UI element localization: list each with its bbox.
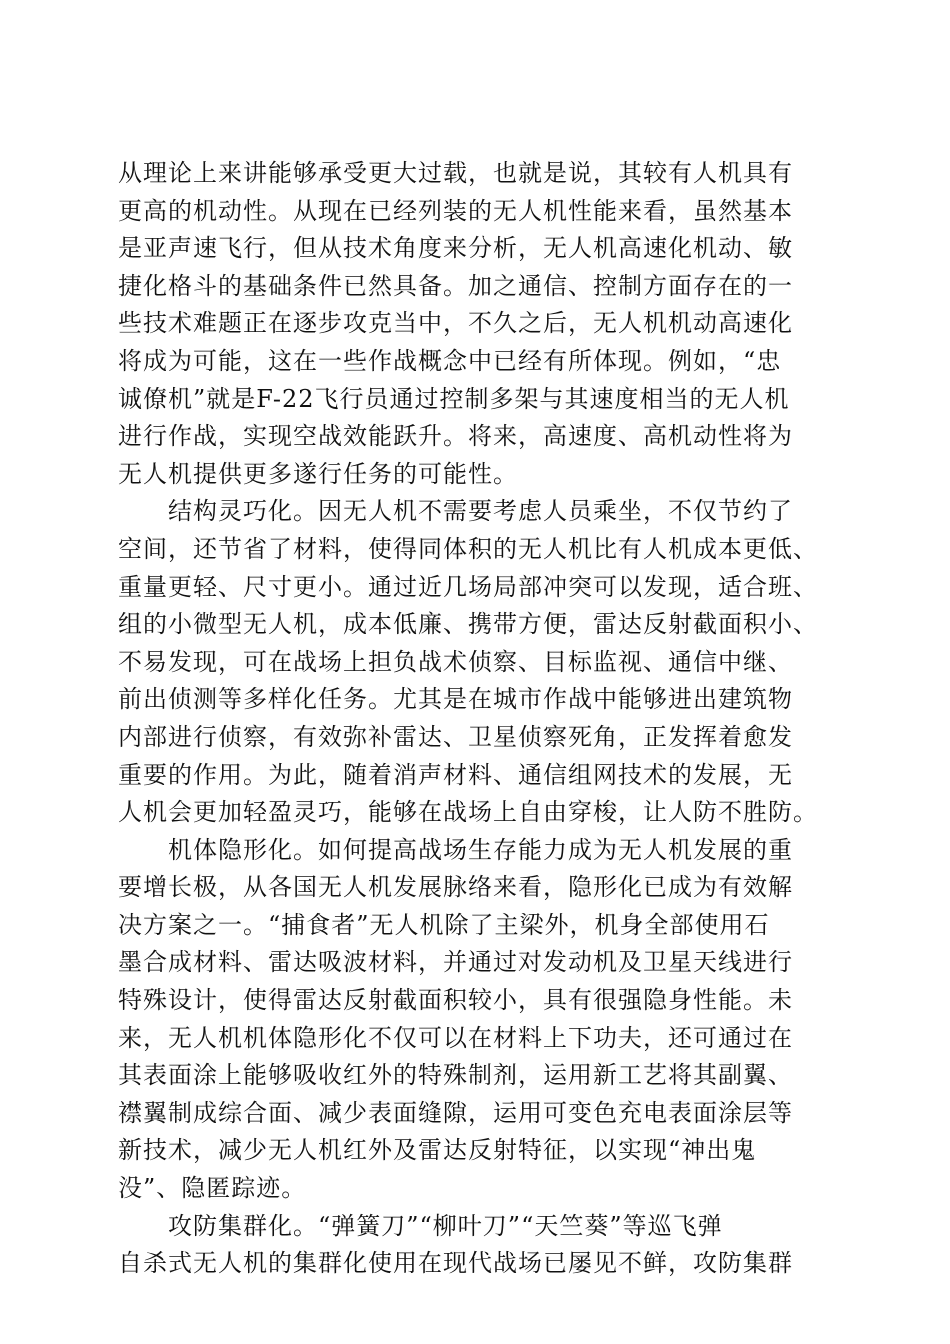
- text-line: 墨合成材料、雷达吸波材料，并通过对发动机及卫星天线进行: [118, 948, 793, 977]
- text-line: 特殊设计，使得雷达反射截面积较小，具有很强隐身性能。未: [118, 986, 793, 1015]
- text-line: 要增长极，从各国无人机发展脉络来看，隐形化已成为有效解: [118, 873, 793, 902]
- text-line: 来，无人机机体隐形化不仅可以在材料上下功夫，还可通过在: [118, 1023, 793, 1052]
- text-line: 襟翼制成综合面、减少表面缝隙，运用可变色充电表面涂层等: [118, 1098, 793, 1127]
- text-line: 没”、隐匿踪迹。: [118, 1174, 307, 1203]
- text-line: 组的小微型无人机，成本低廉、携带方便，雷达反射截面积小、: [118, 610, 818, 639]
- text-line: 从理论上来讲能够承受更大过载，也就是说，其较有人机具有: [118, 159, 793, 187]
- text-line: 是亚声速飞行，但从技术角度来分析，无人机高速化机动、敏: [118, 234, 793, 263]
- text-line: 重量更轻、尺寸更小。通过近几场局部冲突可以发现，适合班、: [118, 572, 818, 601]
- text-line: 人机会更加轻盈灵巧，能够在战场上自由穿梭，让人防不胜防。: [118, 798, 818, 827]
- paragraph-first-line: 结构灵巧化。因无人机不需要考虑人员乘坐，不仅节约了: [168, 497, 793, 526]
- text-line: 自杀式无人机的集群化使用在现代战场已屡见不鲜，攻防集群: [118, 1249, 793, 1278]
- text-line: 进行作战，实现空战效能跃升。将来，高速度、高机动性将为: [118, 422, 793, 451]
- body-text: [118, 155, 848, 1283]
- text-line: 前出侦测等多样化任务。尤其是在城市作战中能够进出建筑物: [118, 685, 793, 714]
- text-line: 捷化格斗的基础条件已然具备。加之通信、控制方面存在的一: [118, 271, 793, 300]
- text-line: 无人机提供更多遂行任务的可能性。: [118, 459, 518, 488]
- text-line: 些技术难题正在逐步攻克当中，不久之后，无人机机动高速化: [118, 309, 793, 338]
- paragraph-first-line: 机体隐形化。如何提高战场生存能力成为无人机发展的重: [168, 835, 793, 864]
- text-line: 诚僚机”就是F-22飞行员通过控制多架与其速度相当的无人机: [118, 384, 790, 413]
- text-line: 空间，还节省了材料，使得同体积的无人机比有人机成本更低、: [118, 534, 818, 563]
- text-line: 将成为可能，这在一些作战概念中已经有所体现。例如，“忠: [118, 346, 782, 375]
- text-line: 内部进行侦察，有效弥补雷达、卫星侦察死角，正发挥着愈发: [118, 722, 793, 751]
- text-line: 重要的作用。为此，随着消声材料、通信组网技术的发展，无: [118, 760, 793, 789]
- text-line: 决方案之一。“捕食者”无人机除了主梁外，机身全部使用石: [118, 910, 770, 939]
- text-line: 更高的机动性。从现在已经列装的无人机性能来看，虽然基本: [118, 196, 793, 225]
- text-line: 新技术，减少无人机红外及雷达反射特征，以实现“神出鬼: [118, 1136, 757, 1165]
- paragraph-first-line: 攻防集群化。“弹簧刀”“柳叶刀”“天竺葵”等巡飞弹: [168, 1211, 723, 1240]
- text-line: 其表面涂上能够吸收红外的特殊制剂，运用新工艺将其副翼、: [118, 1061, 793, 1090]
- text-line: 不易发现，可在战场上担负战术侦察、目标监视、通信中继、: [118, 647, 793, 676]
